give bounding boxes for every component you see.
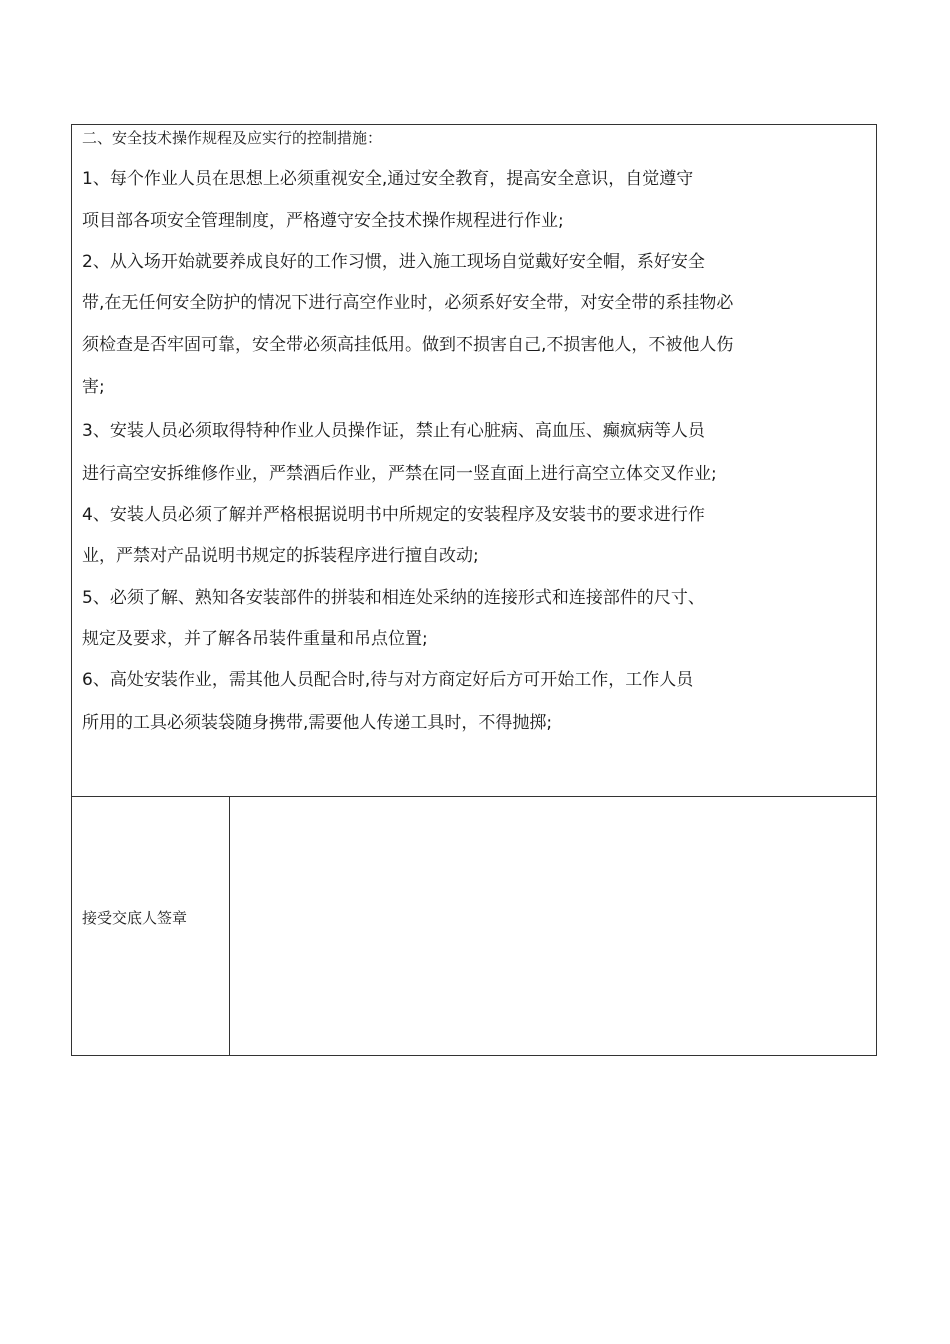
- measure-line: 规定及要求，并了解各吊装件重量和吊点位置;: [82, 629, 428, 649]
- measure-line: 6、高处安装作业，需其他人员配合时,待与对方商定好后方可开始工作，工作人员: [82, 670, 694, 690]
- measure-line: 进行高空安拆维修作业，严禁酒后作业，严禁在同一竖直面上进行高空立体交叉作业;: [82, 464, 717, 484]
- measure-line: 须检查是否牢固可靠，安全带必须高挂低用。做到不损害自己,不损害他人，不被他人伤: [82, 335, 734, 355]
- measure-line: 害;: [82, 377, 105, 397]
- measure-line: 项目部各项安全管理制度，严格遵守安全技术操作规程进行作业;: [82, 211, 564, 231]
- signature-area[interactable]: [230, 797, 876, 1055]
- measure-line: 5、必须了解、熟知各安装部件的拼装和相连处采纳的连接形式和连接部件的尺寸、: [82, 588, 705, 608]
- section-heading: 二、安全技术操作规程及应实行的控制措施：: [82, 129, 383, 147]
- signature-label: 接受交底人签章: [82, 909, 188, 927]
- measure-line: 3、安装人员必须取得特种作业人员操作证，禁止有心脏病、高血压、癫疯病等人员: [82, 421, 705, 441]
- disclosure-table: [71, 124, 877, 1056]
- measure-line: 4、安装人员必须了解并严格根据说明书中所规定的安装程序及安装书的要求进行作: [82, 505, 705, 525]
- measure-line: 带,在无任何安全防护的情况下进行高空作业时，必须系好安全带，对安全带的系挂物必: [82, 293, 734, 313]
- signature-label-cell: [72, 797, 230, 1055]
- measure-line: 1、每个作业人员在思想上必须重视安全,通过安全教育，提高安全意识，自觉遵守: [82, 169, 694, 189]
- measure-line: 所用的工具必须装袋随身携带,需要他人传递工具时，不得抛掷;: [82, 713, 553, 733]
- measure-line: 业，严禁对产品说明书规定的拆装程序进行擅自改动;: [82, 546, 479, 566]
- measures-cell: [72, 125, 876, 797]
- measure-line: 2、从入场开始就要养成良好的工作习惯，进入施工现场自觉戴好安全帽，系好安全: [82, 252, 705, 272]
